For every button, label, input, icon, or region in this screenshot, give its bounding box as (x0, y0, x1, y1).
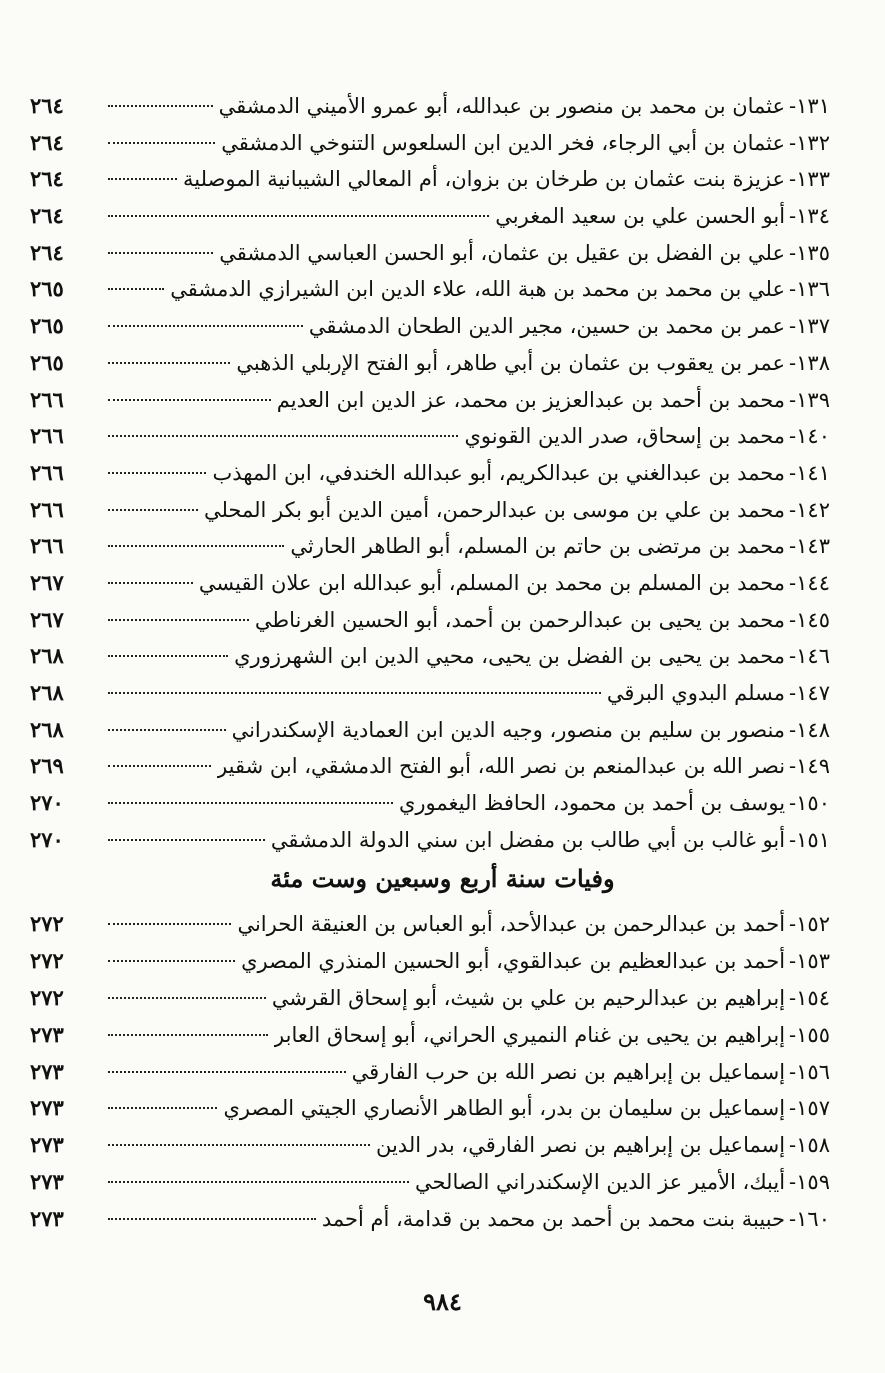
toc-entry (30, 382, 830, 419)
entry-page-number: ٢٦٦ (30, 459, 64, 485)
dot-leader (108, 781, 393, 804)
entry-number: ١٣٣- (789, 167, 830, 192)
entry-number: ١٣١- (789, 94, 830, 118)
entry-title: محمد بن عبدالغني بن عبدالكريم، أبو عبدالله الخندفي، ابن المهذب (212, 460, 786, 485)
toc-entry (30, 602, 830, 639)
toc-entry (30, 492, 830, 529)
entry-number: ١٤٦- (789, 644, 830, 669)
entry-page-number: ٢٧٢ (30, 947, 64, 973)
toc-entry (30, 125, 830, 162)
toc-entry (30, 1164, 830, 1201)
entry-page-number: ٢٦٤ (30, 93, 64, 118)
entry-title: أبو الحسن علي بن سعيد المغربي (495, 204, 786, 229)
entry-page-number: ٢٧٣ (30, 1021, 64, 1047)
toc-entry (30, 198, 830, 235)
entry-title: عثمان بن أبي الرجاء، فخر الدين ابن السلعوس التنوخي الدمشقي (221, 130, 786, 155)
dot-leader (108, 194, 489, 217)
dot-leader (108, 451, 206, 474)
entry-number: ١٣٧- (789, 314, 830, 339)
entry-page-number: ٢٦٤ (30, 166, 64, 192)
toc-entry (30, 1017, 830, 1054)
entry-title: إسماعيل بن إبراهيم بن نصر الله بن حرب الفارقي (351, 1059, 786, 1084)
dot-leader (108, 902, 231, 925)
toc-entry (30, 1054, 830, 1091)
toc-entry (30, 455, 830, 492)
toc-entry (30, 235, 830, 272)
entry-title: عزيزة بنت عثمان بن طرخان بن بزوان، أم المعالي الشيبانية الموصلية (183, 167, 786, 192)
entry-title: محمد بن يحيى بن الفضل بن يحيى، محيي الدين ابن الشهرزوري (234, 644, 786, 669)
dot-leader (108, 1086, 217, 1109)
toc-entry (30, 1090, 830, 1127)
entry-number: ١٤١- (789, 460, 830, 485)
entry-title: محمد بن مرتضى بن حاتم بن المسلم، أبو الطاهر الحارثي (290, 534, 786, 559)
entry-page-number: ٢٧٢ (30, 984, 64, 1010)
toc-entry (30, 161, 830, 198)
entry-title: محمد بن إسحاق، صدر الدين القونوي (464, 424, 786, 449)
entry-page-number: ٢٦٤ (30, 203, 64, 229)
dot-leader (108, 84, 213, 107)
entry-number: ١٣٥- (789, 240, 830, 265)
entry-page-number: ٢٦٥ (30, 349, 64, 375)
page-number: ٩٨٤ (423, 1287, 462, 1316)
entry-title: منصور بن سليم بن منصور، وجيه الدين ابن العمادية الإسكندراني (231, 717, 786, 742)
entry-page-number: ٢٦٦ (30, 423, 64, 449)
entry-title: إسماعيل بن سليمان بن بدر، أبو الطاهر الأنصاري الجيتي المصري (223, 1096, 786, 1121)
entry-page-number: ٢٦٦ (30, 533, 64, 559)
entry-page-number: ٢٧٣ (30, 1095, 64, 1121)
entry-page-number: ٢٧٢ (30, 911, 64, 936)
toc-entry (30, 906, 830, 943)
entry-page-number: ٢٦٥ (30, 313, 64, 339)
entry-number: ١٥٣- (789, 948, 830, 973)
entry-page-number: ٢٧٣ (30, 1206, 64, 1232)
toc-entry (30, 943, 830, 980)
entry-number: ١٤٨- (789, 717, 830, 742)
dot-leader (108, 488, 198, 511)
entry-number: ١٤٣- (789, 534, 830, 559)
entry-title: محمد بن المسلم بن محمد بن المسلم، أبو عبدالله ابن علان القيسي (198, 570, 786, 595)
toc-entry (30, 980, 830, 1017)
entry-page-number: ٢٦٩ (30, 753, 64, 779)
entry-title: علي بن محمد بن محمد بن هبة الله، علاء الدين ابن الشيرازي الدمشقي (170, 277, 786, 302)
entry-page-number: ٢٧٠ (30, 826, 64, 852)
dot-leader (108, 671, 601, 694)
entry-number: ١٤٤- (789, 570, 830, 595)
entry-title: عثمان بن محمد بن منصور بن عبدالله، أبو عمرو الأميني الدمشقي (218, 94, 786, 118)
entry-page-number: ٢٧٣ (30, 1169, 64, 1195)
entry-number: ١٤٠- (789, 424, 830, 449)
entry-number: ١٥٢- (789, 912, 830, 936)
entries-list-section-2 (30, 906, 830, 1238)
entry-title: حبيبة بنت محمد بن أحمد بن محمد بن قدامة، أم أحمد (321, 1207, 786, 1232)
entry-page-number: ٢٦٧ (30, 569, 64, 595)
entry-title: علي بن الفضل بن عقيل بن عثمان، أبو الحسن العباسي الدمشقي (219, 240, 786, 265)
dot-leader (108, 598, 249, 621)
dot-leader (108, 341, 230, 364)
entry-title: محمد بن يحيى بن عبدالرحمن بن أحمد، أبو الحسين الغرناطي (254, 607, 786, 632)
toc-entry (30, 675, 830, 712)
toc-entry (30, 308, 830, 345)
entry-title: أحمد بن عبدالعظيم بن عبدالقوي، أبو الحسين المنذري المصري (241, 948, 786, 973)
dot-leader (108, 1160, 409, 1183)
entry-page-number: ٢٦٦ (30, 386, 64, 412)
entry-number: ١٥٥- (789, 1022, 830, 1047)
toc-entry (30, 271, 830, 308)
dot-leader (108, 524, 284, 547)
toc-entry (30, 748, 830, 785)
entry-title: إبراهيم بن يحيى بن غنام النميري الحراني، أبو إسحاق العابر (274, 1022, 786, 1047)
dot-leader (108, 1013, 268, 1036)
entry-title: إسماعيل بن إبراهيم بن نصر الفارقي، بدر الدين (375, 1133, 786, 1158)
entry-page-number: ٢٦٥ (30, 276, 64, 302)
entry-page-number: ٢٦٨ (30, 680, 64, 705)
entry-title: أبو غالب بن أبي طالب بن مفضل ابن سني الدولة الدمشقي (270, 827, 786, 852)
dot-leader (108, 157, 177, 180)
toc-entry (30, 345, 830, 382)
toc-entry (30, 1127, 830, 1164)
entry-title: أيبك، الأمير عز الدين الإسكندراني الصالحي (415, 1170, 786, 1195)
dot-leader (108, 818, 265, 841)
toc-entry (30, 712, 830, 749)
dot-leader (108, 1197, 316, 1220)
entry-page-number: ٢٦٨ (30, 716, 64, 742)
toc-entry (30, 528, 830, 565)
entry-title: إبراهيم بن عبدالرحيم بن علي بن شيث، أبو إسحاق القرشي (271, 985, 786, 1010)
entry-page-number: ٢٧٣ (30, 1058, 64, 1084)
entry-number: ١٤٢- (789, 497, 830, 522)
entry-title: عمر بن محمد بن حسين، مجير الدين الطحان الدمشقي (308, 314, 786, 339)
entry-number: ١٥٠- (789, 791, 830, 816)
entry-number: ١٤٥- (789, 607, 830, 632)
entry-number: ١٣٢- (789, 130, 830, 155)
entry-number: ١٥٤- (789, 985, 830, 1010)
entry-title: محمد بن علي بن موسى بن عبدالرحمن، أمين الدين أبو بكر المحلي (203, 497, 786, 522)
entry-title: نصر الله بن عبدالمنعم بن نصر الله، أبو الفتح الدمشقي، ابن شقير (217, 754, 786, 779)
entry-number: ١٥٦- (789, 1059, 830, 1084)
dot-leader (108, 976, 266, 999)
entry-title: مسلم البدوي البرقي (606, 681, 786, 705)
entry-page-number: ٢٦٤ (30, 239, 64, 265)
entry-number: ١٦٠- (789, 1207, 830, 1232)
entry-number: ١٣٦- (789, 277, 830, 302)
dot-leader (108, 231, 213, 254)
entry-title: يوسف بن أحمد بن محمود، الحافظ اليغموري (398, 791, 786, 816)
dot-leader (108, 634, 228, 657)
toc-entry (30, 418, 830, 455)
entry-number: ١٥٧- (789, 1096, 830, 1121)
entry-title: محمد بن أحمد بن عبدالعزيز بن محمد، عز الدين ابن العديم (276, 387, 786, 412)
dot-leader (108, 1050, 346, 1073)
entry-page-number: ٢٧٠ (30, 790, 64, 816)
toc-entry (30, 638, 830, 675)
dot-leader (108, 414, 458, 437)
entry-page-number: ٢٦٦ (30, 496, 64, 522)
toc-entry (30, 822, 830, 859)
dot-leader (108, 378, 271, 401)
entry-page-number: ٢٧٣ (30, 1132, 64, 1158)
dot-leader (108, 744, 211, 767)
dot-leader (108, 939, 235, 962)
entry-title: عمر بن يعقوب بن عثمان بن أبي طاهر، أبو الفتح الإربلي الذهبي (236, 350, 786, 375)
dot-leader (108, 708, 226, 731)
section-heading: وفيات سنة أربع وسبعين وست مئة (270, 864, 615, 893)
entry-number: ١٣٤- (789, 204, 830, 229)
entry-number: ١٤٧- (789, 681, 830, 705)
dot-leader (108, 304, 303, 327)
entry-number: ١٣٩- (789, 387, 830, 412)
toc-entry (30, 565, 830, 602)
entry-title: أحمد بن عبدالرحمن بن عبدالأحد، أبو العباس بن العنيقة الحراني (237, 912, 786, 936)
dot-leader (108, 1123, 370, 1146)
toc-entry (30, 1201, 830, 1238)
entry-number: ١٤٩- (789, 754, 830, 779)
dot-leader (108, 267, 164, 290)
entry-number: ١٣٨- (789, 350, 830, 375)
toc-entry (30, 88, 830, 125)
entry-page-number: ٢٦٨ (30, 643, 64, 669)
entry-page-number: ٢٦٤ (30, 129, 64, 155)
entry-number: ١٥٨- (789, 1133, 830, 1158)
entry-number: ١٥٩- (789, 1170, 830, 1195)
entries-list-section-1 (30, 88, 830, 858)
toc-entry (30, 785, 830, 822)
dot-leader (108, 561, 193, 584)
entry-number: ١٥١- (789, 827, 830, 852)
entry-page-number: ٢٦٧ (30, 606, 64, 632)
dot-leader (108, 121, 215, 144)
